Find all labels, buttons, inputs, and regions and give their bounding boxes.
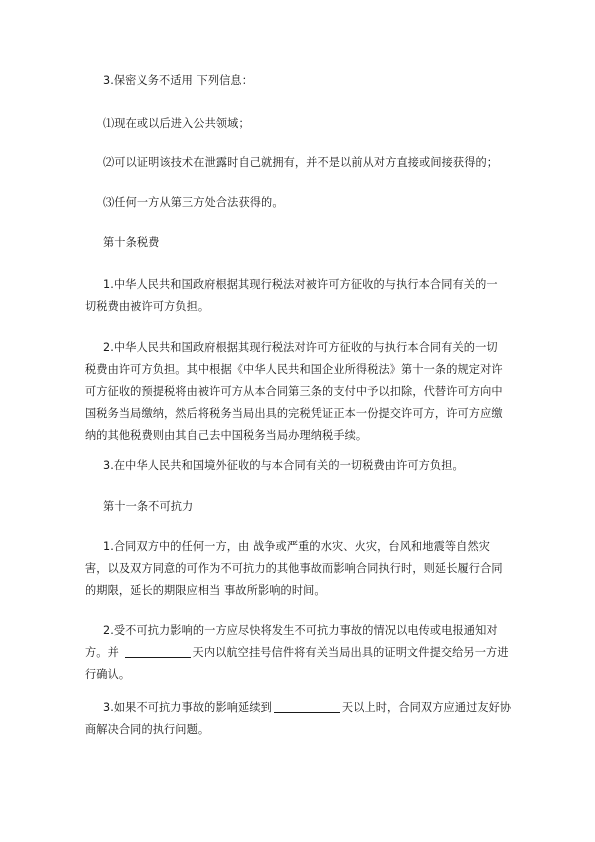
fill-in-blank-duration[interactable] bbox=[274, 700, 340, 713]
text-line: 害，以及双方同意的可作为不可抗力的其他事故而影响合同执行时，则延长履行合同 bbox=[85, 562, 503, 575]
text-line: 1.合同双方中的任何一方，由 战争或严重的水灾、火灾，台风和地震等自然灾 bbox=[103, 540, 491, 553]
text-line: 切税费由被许可方负担。 bbox=[85, 300, 210, 313]
article-10-clause-3 bbox=[103, 455, 543, 477]
text-line: 2.受不可抗力影响的一方应尽快将发生不可抗力事故的情况以电传或电报通知对 bbox=[103, 624, 498, 637]
text-segment: 天内以航空挂号信件将有关当局出具的证明文件提交给另一方进 bbox=[192, 646, 509, 659]
article-11-heading bbox=[103, 496, 543, 518]
article-10-heading bbox=[103, 232, 543, 254]
heading-text: 第十一条不可抗力 bbox=[103, 500, 194, 513]
text-line: 1.中华人民共和国政府根据其现行税法对被许可方征收的与执行本合同有关的一 bbox=[103, 278, 498, 291]
text-line: 国税务当局缴纳，然后将税务当局出具的完税凭证正本一份提交许可方，许可方应缴 bbox=[85, 407, 503, 420]
text-line-with-blank bbox=[85, 697, 545, 719]
text-line: 商解决合同的执行问题。 bbox=[85, 723, 210, 736]
text-line: 3.在中华人民共和国境外征收的与本合同有关的一切税费由许可方负担。 bbox=[103, 459, 464, 472]
article-11-clause-2 bbox=[85, 620, 545, 686]
clause-3-confidentiality-exceptions bbox=[103, 70, 543, 92]
item-3-third-party bbox=[103, 192, 543, 214]
text-line: 2.中华人民共和国政府根据其现行税法对许可方征收的与执行本合同有关的一切 bbox=[103, 341, 498, 354]
item-1-public-domain bbox=[103, 113, 543, 135]
heading-text: 第十条税费 bbox=[103, 236, 160, 249]
text-segment: 天以上时，合同双方应通过友好协 bbox=[341, 701, 512, 714]
text-line: 税费由许可方负担。其中根据《中华人民共和国企业所得税法》第十一条的规定对许 bbox=[85, 363, 503, 376]
article-10-clause-1 bbox=[85, 274, 545, 318]
text-line: ⑴现在或以后进入公共领域； bbox=[103, 117, 250, 130]
text-line: 的期限，延长的期限应相当 事故所影响的时间。 bbox=[85, 584, 326, 597]
article-10-clause-2 bbox=[85, 337, 545, 447]
text-line: 纳的其他税费则由其自己去中国税务当局办理纳税手续。 bbox=[85, 429, 368, 442]
text-line: 3.保密义务不适用 下列信息： bbox=[103, 74, 253, 87]
text-line: 行确认。 bbox=[85, 668, 131, 681]
text-segment: 方。并 bbox=[85, 646, 123, 659]
text-line: 可方征收的预提税将由被许可方从本合同第三条的支付中予以扣除，代替许可方向中 bbox=[85, 385, 503, 398]
text-segment: 3.如果不可抗力事故的影响延续到 bbox=[103, 701, 272, 714]
article-11-clause-3 bbox=[85, 697, 545, 741]
item-2-prior-possession bbox=[103, 152, 543, 174]
article-11-clause-1 bbox=[85, 536, 545, 602]
text-line: ⑶任何一方从第三方处合法获得的。 bbox=[103, 196, 284, 209]
text-line-with-blank bbox=[85, 642, 545, 664]
text-line: ⑵可以证明该技术在泄露时自己就拥有，并不是以前从对方直接或间接获得的； bbox=[103, 156, 499, 169]
fill-in-blank-days[interactable] bbox=[125, 645, 191, 658]
